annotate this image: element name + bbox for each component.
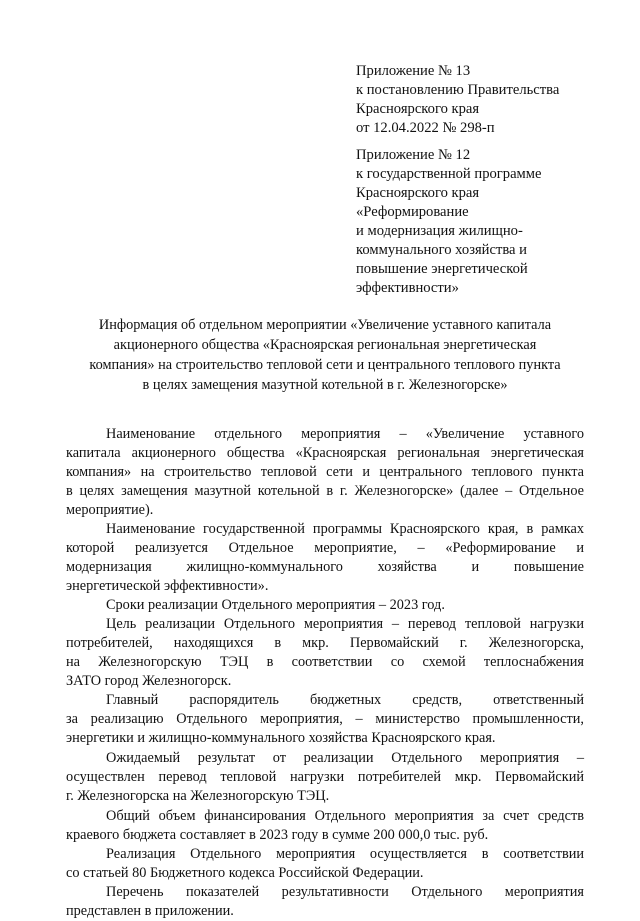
paragraph-line: энергетики и жилищно-коммунального хозяйства Красноярского края. <box>66 730 496 746</box>
paragraph-line: модернизация жилищно-коммунального хозяйства и повышение <box>66 559 584 575</box>
paragraph-line: Сроки реализации Отдельного мероприятия – 2023 год. <box>106 597 445 613</box>
title-line: компания» на строительство тепловой сети и центрального теплового пункта <box>89 357 561 373</box>
paragraph-line: потребителей, находящихся в мкр. Первомайский г. Железногорска, <box>66 635 584 651</box>
paragraph-expected-result <box>66 749 584 806</box>
appendix-13-line: от 12.04.2022 № 298-п <box>356 120 495 136</box>
paragraph-line: Ожидаемый результат от реализации Отдельного мероприятия – <box>106 750 584 766</box>
paragraph-line: краевого бюджета составляет в 2023 году в сумме 200 000,0 тыс. руб. <box>66 827 489 843</box>
paragraph-line: компания» на строительство тепловой сети и центрального теплового пункта <box>66 464 584 480</box>
paragraph-legal-basis <box>66 845 584 883</box>
paragraph-line: Наименование отдельного мероприятия – «Увеличение уставного <box>106 426 584 442</box>
appendix-12-line: и модернизация жилищно- <box>356 223 523 239</box>
paragraph-line: ЗАТО город Железногорск. <box>66 673 232 689</box>
appendix-12-line: коммунального хозяйства и <box>356 242 527 258</box>
paragraph-indicators <box>66 883 584 921</box>
document-title <box>60 315 590 395</box>
paragraph-line: на Железногорскую ТЭЦ в соответствии со схемой теплоснабжения <box>66 654 584 670</box>
title-line: акционерного общества «Красноярская региональная энергетическая <box>113 337 537 353</box>
paragraph-line: со статьей 80 Бюджетного кодекса Российской Федерации. <box>66 865 424 881</box>
paragraph-line: энергетической эффективности». <box>66 578 269 594</box>
appendix-12-line: Приложение № 12 <box>356 147 471 163</box>
appendix-12-line: Красноярского края <box>356 185 480 201</box>
paragraph-line: г. Железногорска на Железногорскую ТЭЦ. <box>66 788 330 804</box>
paragraph-line: в целях замещения мазутной котельной в г. Железногорске» (далее – Отдельное <box>66 483 584 499</box>
paragraph-line: Цель реализации Отдельного мероприятия – перевод тепловой нагрузки <box>106 616 584 632</box>
appendix-12-line: «Реформирование <box>356 204 469 220</box>
paragraph-event-name <box>66 425 584 520</box>
appendix-12-line: повышение энергетической <box>356 261 528 277</box>
appendix-13-line: Приложение № 13 <box>356 63 471 79</box>
appendix-13-line: Красноярского края <box>356 101 480 117</box>
document-body <box>66 425 584 921</box>
paragraph-implementation-period <box>66 596 584 615</box>
appendix-12-line: к государственной программе <box>356 166 542 182</box>
appendix-13-line: к постановлению Правительства <box>356 82 560 98</box>
paragraph-line: Общий объем финансирования Отдельного мероприятия за счет средств <box>106 808 584 824</box>
paragraph-line: которой реализуется Отдельное мероприятие, – «Реформирование и <box>66 540 584 556</box>
paragraph-line: Наименование государственной программы Красноярского края, в рамках <box>106 521 584 537</box>
paragraph-line: капитала акционерного общества «Красноярская региональная энергетическая <box>66 445 584 461</box>
paragraph-program-name <box>66 520 584 596</box>
appendix-12-header <box>356 146 626 298</box>
paragraph-line: за реализацию Отдельного мероприятия, – министерство промышленности, <box>66 711 584 727</box>
paragraph-line: Реализация Отдельного мероприятия осуществляется в соответствии <box>106 846 584 862</box>
paragraph-goal <box>66 615 584 691</box>
paragraph-line: Главный распорядитель бюджетных средств, ответственный <box>106 692 584 708</box>
paragraph-line: осуществлен перевод тепловой нагрузки потребителей мкр. Первомайский <box>66 769 584 785</box>
paragraph-line: Перечень показателей результативности Отдельного мероприятия <box>106 884 584 900</box>
appendix-12-line: эффективности» <box>356 280 459 296</box>
paragraph-budget-manager <box>66 691 584 748</box>
paragraph-line: мероприятие). <box>66 502 154 518</box>
title-line: Информация об отдельном мероприятии «Увеличение уставного капитала <box>98 317 552 333</box>
paragraph-financing <box>66 807 584 845</box>
title-line: в целях замещения мазутной котельной в г. Железногорске» <box>142 377 508 393</box>
paragraph-line: представлен в приложении. <box>66 903 234 919</box>
appendix-13-header <box>356 62 626 138</box>
